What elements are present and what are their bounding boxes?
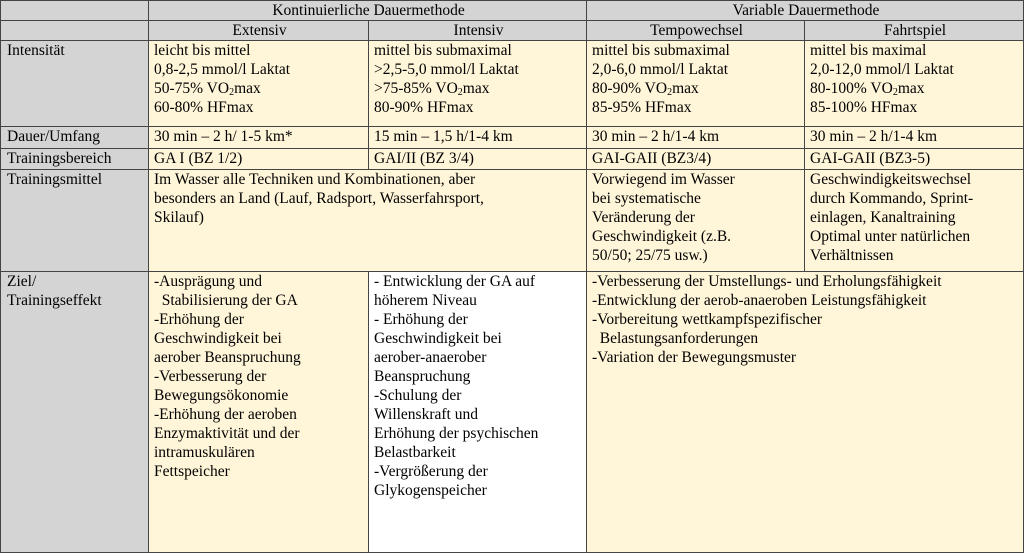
text-line: aerober Beanspruchung [154, 349, 301, 366]
text-line: Vorwiegend im Wasser [592, 171, 735, 188]
text-line: - Entwicklung der GA auf [374, 273, 535, 290]
text-line: mittel bis submaximal [374, 42, 512, 59]
row-trainingsbereich [1, 149, 1024, 170]
text-line: -Erhöhung der aeroben [154, 406, 297, 423]
text-line: intramuskulären [154, 444, 255, 461]
header-kontinuierliche-dauermethode: Kontinuierliche Dauermethode [149, 1, 587, 21]
text-line: -Vorbereitung wettkampfspezifischer [592, 311, 822, 328]
row-intensitaet [1, 41, 1024, 127]
text-line: Trainingseffekt [7, 292, 102, 309]
corner-cell [1, 1, 149, 21]
row-label-dauer-umfang: Dauer/Umfang [1, 127, 149, 149]
header-extensiv: Extensiv [149, 21, 369, 41]
text-line: Erhöhung der psychischen [374, 425, 539, 442]
text-line [154, 79, 365, 98]
text-line [592, 79, 801, 98]
text-line: Willenskraft und [374, 406, 478, 423]
vo2-subscript: 2 [457, 87, 463, 98]
header-variable-dauermethode: Variable Dauermethode [587, 1, 1024, 21]
cell-dauer-intensiv: 15 min – 1,5 h/1-4 km [369, 127, 587, 149]
vo2-prefix: 80-100% VO [810, 80, 893, 97]
text-line: -Schulung der [374, 387, 462, 404]
text-line: 60-80% HFmax [154, 99, 254, 116]
cell-bereich-intensiv: GAI/II (BZ 3/4) [369, 149, 587, 170]
text-line: mittel bis submaximal [592, 42, 730, 59]
text-line: 2,0-12,0 mmol/l Laktat [810, 61, 954, 78]
text-line: Belastungsanforderungen [592, 330, 759, 347]
text-line: bei systematische [592, 190, 701, 207]
row-dauer-umfang [1, 127, 1024, 149]
text-line: besonders an Land (Lauf, Radsport, Wasserfahrsport, [154, 190, 484, 207]
vo2-subscript: 2 [229, 87, 235, 98]
text-line: Ziel/ [7, 273, 37, 290]
cell-intensitaet-tempowechsel [587, 41, 805, 127]
text-line: 0,8-2,5 mmol/l Laktat [154, 61, 291, 78]
cell-dauer-fahrtspiel: 30 min – 2 h/1-4 km [805, 127, 1024, 149]
text-line: Im Wasser alle Techniken und Kombinationen, aber [154, 171, 476, 188]
vo2-subscript: 2 [892, 87, 898, 98]
text-line: -Variation der Bewegungsmuster [592, 349, 797, 366]
text-line: leicht bis mittel [154, 42, 251, 59]
text-line: -Erhöhung der [154, 311, 244, 328]
text-line: Geschwindigkeit bei [374, 330, 502, 347]
cell-intensitaet-extensiv [149, 41, 369, 127]
text-line: -Vergrößerung der [374, 463, 488, 480]
text-line: Geschwindigkeitswechsel [810, 171, 972, 188]
cell-mittel-kontinuierlich [149, 170, 587, 272]
text-line: Beanspruchung [374, 368, 471, 385]
text-line: -Verbesserung der Umstellungs- und Erholungsfähigkeit [592, 273, 942, 290]
vo2-suffix: max [672, 80, 699, 97]
text-line: höherem Niveau [374, 292, 477, 309]
text-line: Geschwindigkeit (z.B. [592, 228, 732, 245]
text-line: einlagen, Kanaltraining [810, 209, 956, 226]
text-line: Stabilisierung der GA [154, 292, 298, 309]
cell-dauer-extensiv: 30 min – 2 h/ 1-5 km* [149, 127, 369, 149]
text-line: Veränderung der [592, 209, 695, 226]
cell-intensitaet-intensiv [369, 41, 587, 127]
header-row-groups [1, 1, 1024, 21]
vo2-suffix: max [234, 80, 261, 97]
text-line: Skilauf) [154, 209, 204, 226]
vo2-suffix: max [897, 80, 925, 97]
text-line: Enzymaktivität und der [154, 425, 300, 442]
vo2-subscript: 2 [667, 87, 673, 98]
text-line: 2,0-6,0 mmol/l Laktat [592, 61, 729, 78]
text-line: 50/50; 25/75 usw.) [592, 247, 708, 264]
cell-ziel-intensiv [369, 272, 587, 553]
cell-bereich-tempowechsel: GAI-GAII (BZ3/4) [587, 149, 805, 170]
header-intensiv: Intensiv [369, 21, 587, 41]
text-line: -Entwicklung der aerob-anaeroben Leistungsfähigkeit [592, 292, 927, 309]
text-line: -Ausprägung und [154, 273, 263, 290]
cell-mittel-fahrtspiel [805, 170, 1024, 272]
text-line: Geschwindigkeit bei [154, 330, 282, 347]
cell-bereich-extensiv: GA I (BZ 1/2) [149, 149, 369, 170]
row-trainingsmittel [1, 170, 1024, 272]
vo2-prefix: 80-90% VO [592, 80, 668, 97]
vo2-suffix: max [462, 80, 490, 97]
text-line: - Erhöhung der [374, 311, 468, 328]
text-line: Optimal unter natürlichen [810, 228, 971, 245]
text-line: Bewegungsökonomie [154, 387, 289, 404]
text-line: >2,5-5,0 mmol/l Laktat [374, 61, 519, 78]
text-line: Verhältnissen [810, 247, 894, 264]
text-line: durch Kommando, Sprint- [810, 190, 974, 207]
text-line: Belastbarkeit [374, 444, 456, 461]
text-line: aerober-anaerober [374, 349, 487, 366]
text-line [374, 79, 583, 98]
header-tempowechsel: Tempowechsel [587, 21, 805, 41]
row-label-ziel [1, 272, 149, 553]
text-line [810, 79, 1020, 98]
row-label-intensitaet: Intensität [1, 41, 149, 127]
row-label-trainingsbereich: Trainingsbereich [1, 149, 149, 170]
text-line: Fettspeicher [154, 463, 230, 480]
cell-mittel-tempowechsel [587, 170, 805, 272]
text-line: Glykogenspeicher [374, 482, 487, 499]
text-line: -Verbesserung der [154, 368, 267, 385]
header-row-columns [1, 21, 1024, 41]
row-label-trainingsmittel: Trainingsmittel [1, 170, 149, 272]
header-fahrtspiel: Fahrtspiel [805, 21, 1024, 41]
text-line: mittel bis maximal [810, 42, 927, 59]
vo2-prefix: >75-85% VO [374, 80, 458, 97]
cell-intensitaet-fahrtspiel [805, 41, 1024, 127]
text-line: 85-95% HFmax [592, 99, 692, 116]
row-ziel-trainingseffekt [1, 272, 1024, 553]
cell-dauer-tempowechsel: 30 min – 2 h/1-4 km [587, 127, 805, 149]
text-line: 85-100% HFmax [810, 99, 918, 116]
vo2-prefix: 50-75% VO [154, 80, 230, 97]
text-line: 80-90% HFmax [374, 99, 474, 116]
cell-bereich-fahrtspiel: GAI-GAII (BZ3-5) [805, 149, 1024, 170]
corner-cell-2 [1, 21, 149, 41]
cell-ziel-variabel [587, 272, 1024, 553]
cell-ziel-extensiv [149, 272, 369, 553]
